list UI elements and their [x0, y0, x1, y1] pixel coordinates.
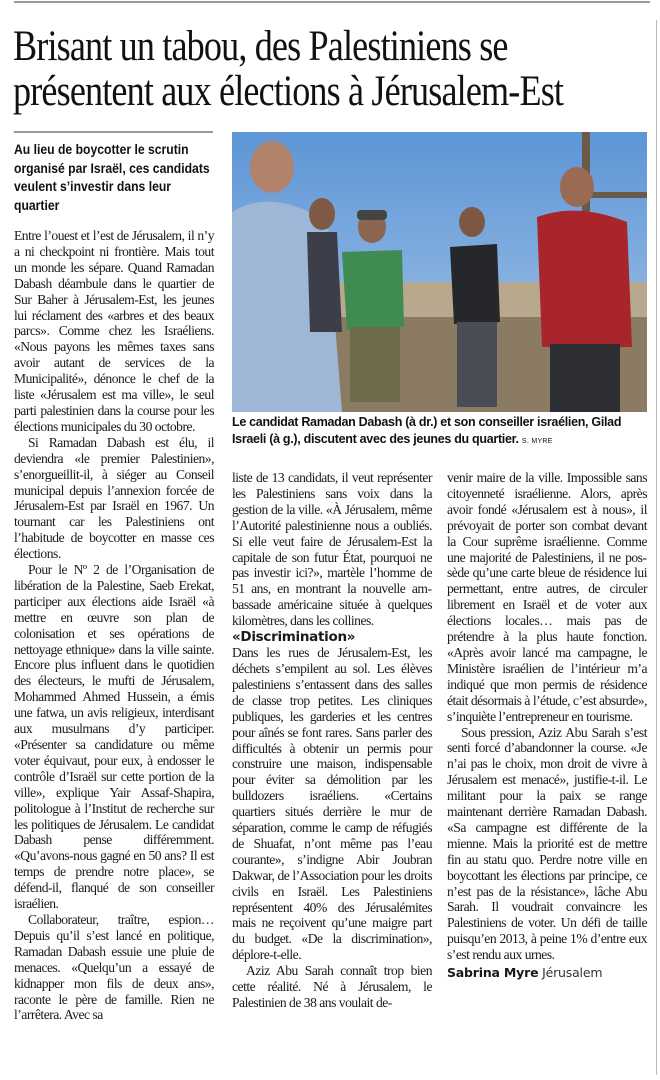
paragraph: Sous pression, Aziz Abu Sarah s’est senti forcé d’abandonner la course. «Je n’ai pas le choix, mon droit de vivre à Jérusalem est menacé», justifie-t-il. Le militant pour la paix se range maintenant derrière Ramadan Dabash. «Sa campagne est différente de la mienne. Mais la priorité est de mettre fin au statu quo. Perdre notre ville en boycottant les élections par principe, ce n’est pas de la résistance», lâche Abu Sarah. Il voudrait convaincre les Palestiniens de voter. Un défi de taille puisqu’en 2013, à peine 1% d’entre eux s’est rendu aux urnes.	[447, 724, 647, 963]
article-column-1	[14, 228, 214, 1023]
article-column-3	[447, 470, 647, 981]
photo-illustration	[232, 132, 647, 412]
paragraph: Entre l’ouest et l’est de Jérusalem, il n’y a ni checkpoint ni frontière. Mais tout un monde les sépare. Quand Ramadan Dabash déambule dans le quartier de Sur Baher à Jérusalem-Est, les jeunes lui réclament des «arbres et des beaux parcs». Comme chez les Israéliens. «Nous payons les mêmes taxes sans avoir autant de services de la Municipalité», dénonce le chef de la liste «Jérusalem est ma ville», le seul parti palestinien dans la course pour les élections municipales du 30 octobre.	[14, 228, 214, 434]
section-subhead: «Discrimination»	[232, 629, 356, 646]
paragraph: Dans les rues de Jérusalem-Est, les déchets s’empilent au sol. Les élèves palestiniens s’entassent dans des salles de classe trop petites. Les cliniques publiques, les garderies et les centres pour aînés se font rares. Sans parler des difficultés à obtenir un permis pour construire une maison, indispensable pour éviter sa démolition par les bulldozers israéliens. «Certains quartiers situés derrière le mur de séparation, comme le camp de réfugiés de Shuafat, n’ont même pas l’eau courante», s’indigne Abir Joubran Dakwar, de l’Association pour les droits civils en Israël. Les Palestiniens représentent 40% des Jérusalémites mais ne reçoivent qu’une maigre part du budget. «De la discrimination», déplore-t-elle.	[232, 645, 432, 963]
byline	[447, 965, 647, 981]
headline: Brisant un tabou, des Palestiniens se présentent aux élections à Jérusalem-Est	[13, 23, 564, 115]
column-divider	[656, 20, 657, 1075]
photo-caption	[232, 414, 657, 450]
article-column-2	[232, 470, 432, 1011]
paragraph: venir maire de la ville. Impossible sans citoyenneté israélienne. Alors, après avoir fondé «Jérusalem est à nous», il prévoyait de porter son combat devant la Cour suprême israélienne. Comme une majorité de Palestiniens, il ne possède qu’une carte bleue de résidence lui permettant, entre autres, de circuler librement en Israël et de voter aux élections locales… mais pas de prétendre à la plus haute fonction. «Après avoir lancé ma campagne, le Ministère israélien de l’intérieur m’a indiqué que mon permis de résidence était désormais à l’étude, c’est absurde», s’inquiète l’entrepreneur en tourisme.	[447, 470, 647, 724]
photo-credit: S. MYRE	[521, 438, 553, 445]
paragraph: Si Ramadan Dabash est élu, il deviendra «le premier Palestinien», s’enorgueillit-il, à siéger au Conseil municipal depuis l’annexion forcée de Jérusalem-Est par Israël en 1967. Un tournant car les Palestiniens ont l’habitude de boycotter en masse ces élections.	[14, 434, 214, 562]
paragraph: liste de 13 candidats, il veut représenter les Palestiniens sans voix dans la gestion de la ville. «À Jérusalem, même l’Autorité palestinienne nous a oubliés. Si elle veut faire de Jérusalem-Est la capitale de son futur État, pourquoi ne pas investir ici?», martèle l’homme de 51 ans, en montrant la nouvelle ambassade américaine située à quelques kilomètres, dans les collines.	[232, 470, 432, 629]
byline-location: Jérusalem	[542, 965, 603, 981]
caption-text: Le candidat Ramadan Dabash (à dr.) et son conseiller israélien, Gilad Israeli (à g.), discutent avec des jeunes du quartier.	[232, 415, 622, 446]
article-photo	[232, 132, 647, 412]
top-rule	[14, 1, 650, 3]
dek: Au lieu de boycotter le scrutin organisé par Israël, ces candidats veulent s’investir dans leur quartier	[14, 141, 210, 213]
paragraph: Pour le Nº 2 de l’Organisation de libération de la Palestine, Saeb Erekat, participer aux élections aide Israël «à mettre en œuvre son plan de colonisation et ses opérations de nettoyage ethnique» dans la ville sainte. Encore plus influent dans le quotidien des électeurs, le mufti de Jérusalem, Mohammed Ahmed Hussein, a émis une fatwa, un avis religieux, interdisant aux musulmans d’y participer. «Présenter sa candidature ou même voter équivaut, pour eux, à endosser le contrôle d’Israël sur cette portion de la ville», explique Yair Assaf-Shapira, politologue à l’Institut de recherche sur les politiques de Jérusalem. Le candidat Dabash pense différemment. «Qu’avons-nous gagné en 50 ans? Il est temps de prendre notre place», se défend-il, flanqué de son conseiller israélien.	[14, 562, 214, 912]
dek-rule	[14, 131, 213, 133]
paragraph: Collaborateur, traître, espion… Depuis qu’il s’est lancé en politique, Ramadan Dabash essuie une pluie de menaces. «Quelqu’un a essayé de kidnapper mon fils de deux ans», raconte le père de famille. Rien ne l’arrêtera. Avec sa	[14, 911, 214, 1023]
paragraph: Aziz Abu Sarah connaît trop bien cette réalité. Né à Jérusalem, le Palestinien de 38 ans voulait de-	[232, 963, 432, 1010]
byline-author: Sabrina Myre	[447, 965, 539, 981]
